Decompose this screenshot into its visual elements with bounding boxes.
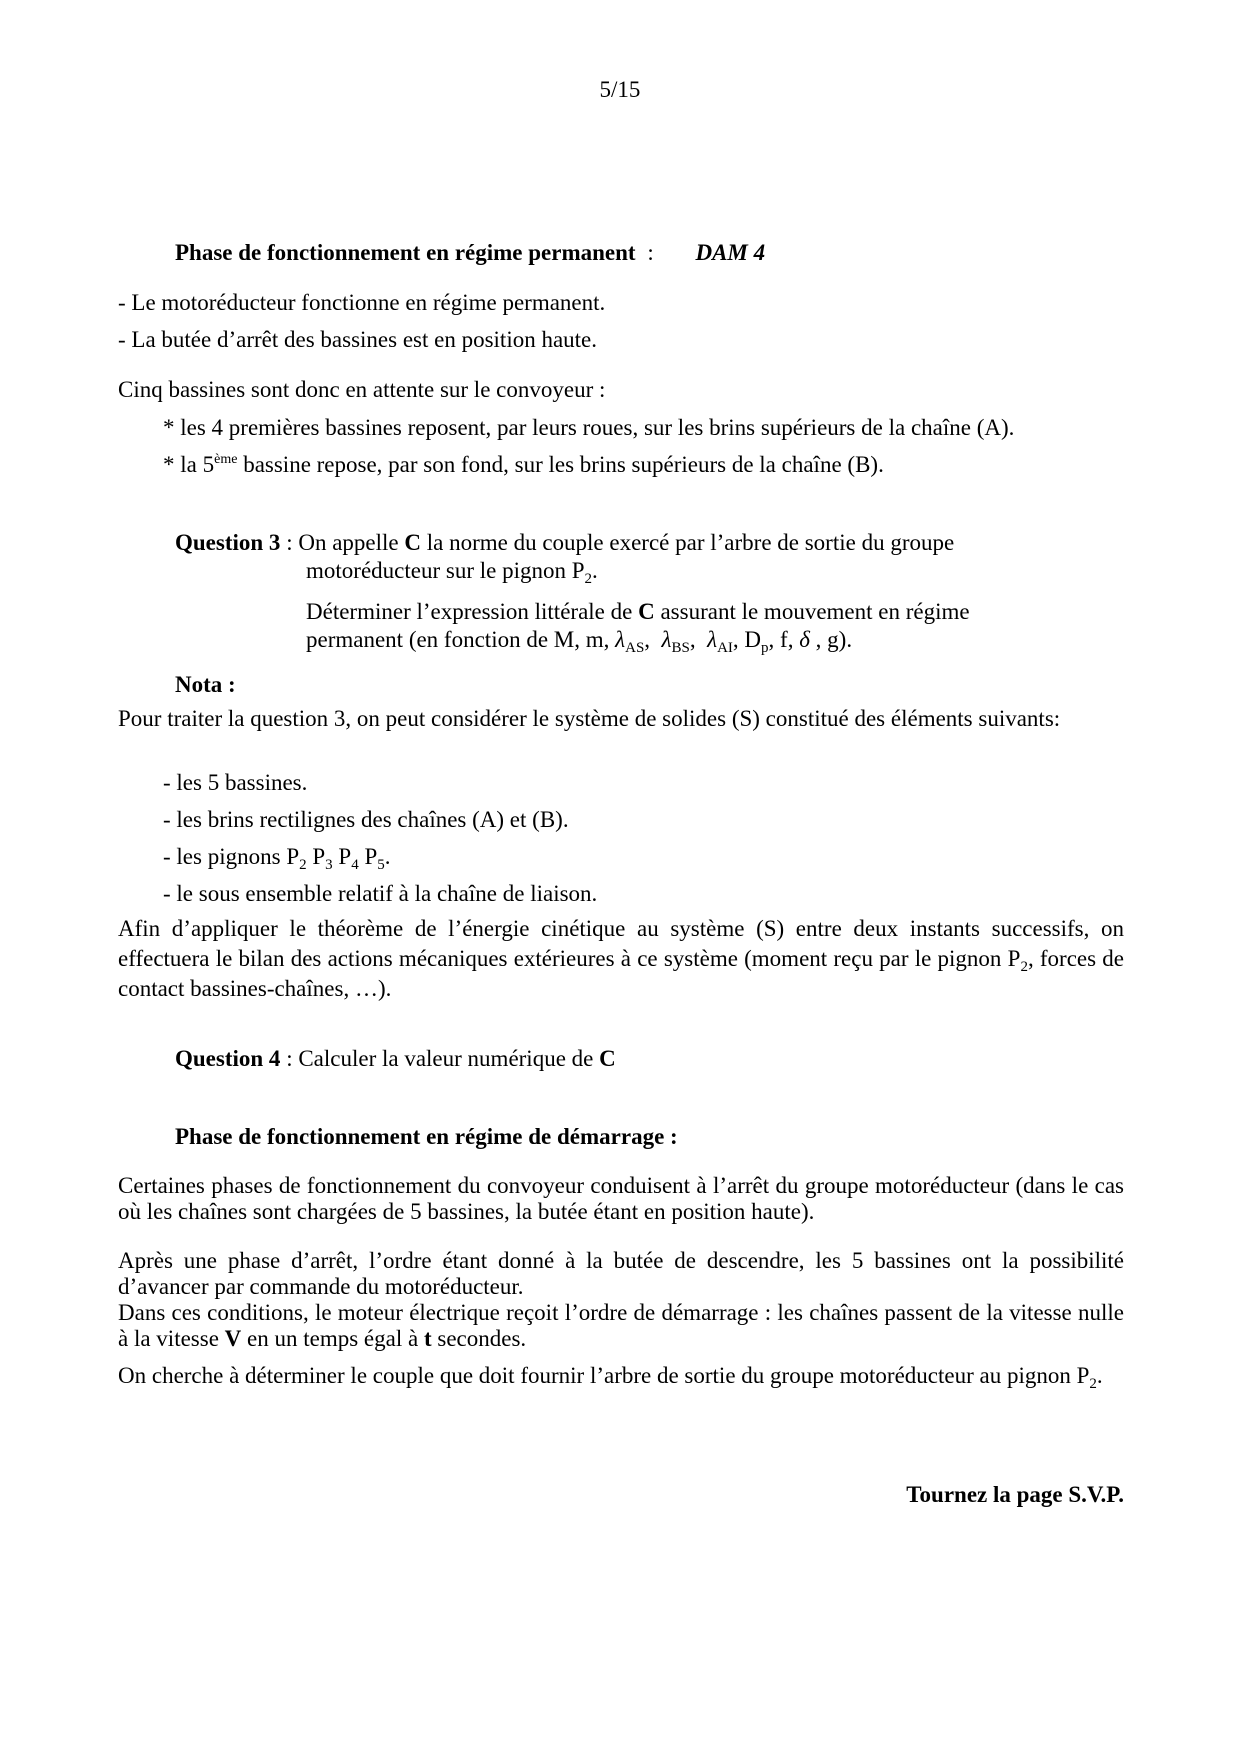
para3-b: en un temps égal à: [241, 1326, 424, 1351]
heading-colon: :: [647, 240, 654, 265]
delta: δ: [799, 627, 810, 652]
sub-bs: BS: [671, 640, 690, 656]
question-4-label: Question 4: [175, 1046, 281, 1071]
q3-line3-a: Déterminer l’expression littérale de: [306, 599, 639, 624]
nota-list-3: [163, 842, 391, 871]
nota-paragraph-2: [118, 914, 1124, 1004]
dp: D: [744, 627, 762, 652]
q3-line2-end: .: [592, 558, 598, 583]
item-2: [163, 450, 884, 479]
sub-5: 5: [377, 857, 385, 873]
nota-list-1: - les 5 bassines.: [163, 770, 308, 795]
sub-ai: AI: [717, 640, 733, 656]
para3-t: t: [423, 1326, 432, 1351]
sub-2: 2: [299, 857, 307, 873]
item-2-sup: ème: [214, 452, 238, 467]
q3-line4-a: permanent (en fonction de M, m,: [306, 627, 616, 652]
para2-text: Afin d’appliquer le théorème de l’énergie cinétique au système (S) entre deux instants successifs, on effectuera le bilan des actions mécaniques extérieures à ce système (moment reçu par le pignon P: [118, 916, 1124, 971]
question-3-line-3: [306, 597, 970, 626]
item-2-post: bassine repose, par son fond, sur les brins supérieurs de la chaîne (B).: [237, 452, 884, 477]
nota-list-4: - le sous ensemble relatif à la chaîne de liaison.: [163, 881, 598, 906]
demarrage-para-3: [118, 1300, 1124, 1352]
nota-paragraph: Pour traiter la question 3, on peut considérer le système de solides (S) constitué des éléments suivants:: [118, 706, 1061, 731]
question-3-line-4: [306, 625, 852, 654]
sub-4: 4: [351, 857, 359, 873]
comma-1: ,: [644, 627, 662, 652]
p2: P: [286, 844, 300, 869]
lambda-bs: λ: [661, 627, 672, 652]
bullet-1: - Le motoréducteur fonctionne en régime permanent.: [118, 290, 606, 315]
bullet-2: - La butée d’arrêt des bassines est en position haute.: [118, 327, 598, 352]
p4: P: [338, 844, 352, 869]
demarrage-para-4: [118, 1362, 1124, 1390]
lambda-ai: λ: [707, 627, 718, 652]
dp-sub: p: [761, 640, 769, 656]
para3-v: V: [224, 1326, 242, 1351]
q3-line2-text: motoréducteur sur le pignon P: [306, 558, 585, 583]
para4-sub: 2: [1089, 1376, 1097, 1392]
page-number: 5/15: [599, 77, 641, 102]
question-3-line-1: [175, 528, 954, 557]
question-3-sep: :: [280, 530, 299, 555]
sub-3: 3: [325, 857, 333, 873]
demarrage-para-1: Certaines phases de fonctionnement du convoyeur conduisent à l’arrêt du groupe motoréducteur (dans le cas où les chaînes sont chargées de 5 bassines, la butée étant en position haute).: [118, 1173, 1124, 1224]
comma-2: ,: [689, 627, 708, 652]
question-4: [175, 1044, 616, 1073]
dam-reference: DAM 4: [695, 240, 766, 265]
para4-a: On cherche à déterminer le couple que doit fournir l’arbre de sortie du groupe motoréducteur au pignon P: [118, 1363, 1090, 1388]
p3: P: [312, 844, 326, 869]
sub-as: AS: [625, 640, 645, 656]
para3-a: Dans ces conditions, le moteur électrique reçoit l’ordre de démarrage : les chaînes passent de la vitesse nulle à la vitesse: [118, 1300, 1124, 1351]
question-3-line-2: [306, 556, 598, 585]
footer-turn-page: Tournez la page S.V.P.: [906, 1482, 1124, 1507]
q3-line2-sub: 2: [584, 571, 593, 587]
q3-line4-end: , g).: [809, 627, 853, 652]
nota-label: Nota :: [175, 672, 236, 697]
item-1: * les 4 premières bassines reposent, par leurs roues, sur les brins supérieurs de la chaîne (A).: [163, 415, 1015, 440]
pignons-pre: - les pignons: [163, 844, 287, 869]
q3-symbol-c: C: [404, 530, 421, 555]
p5: P: [364, 844, 378, 869]
section-heading-demarrage: Phase de fonctionnement en régime de démarrage :: [175, 1124, 678, 1149]
intro-line: Cinq bassines sont donc en attente sur le convoyeur :: [118, 377, 606, 402]
question-3-label: Question 3: [175, 530, 281, 555]
question-4-text: : Calculer la valeur numérique de: [280, 1046, 600, 1071]
para2-end: , forces de contact bassines-chaînes, …).: [118, 946, 1124, 1001]
comma-3: ,: [732, 627, 745, 652]
q3-text-c: la norme du couple exercé par l’arbre de sortie du groupe: [420, 530, 955, 555]
q3-line3-rest: assurant le mouvement en régime: [654, 599, 970, 624]
item-2-pre: * la 5: [163, 452, 215, 477]
para2-sub: 2: [1020, 959, 1028, 975]
q3-text-a: On appelle: [298, 530, 405, 555]
section-heading-permanent: [175, 238, 875, 267]
nota-list-2: - les brins rectilignes des chaînes (A) et (B).: [163, 807, 569, 832]
pignons-post: .: [384, 844, 391, 869]
heading-text: Phase de fonctionnement en régime permanent: [175, 240, 636, 265]
q3-line3-c: C: [638, 599, 655, 624]
demarrage-para-2: Après une phase d’arrêt, l’ordre étant donné à la butée de descendre, les 5 bassines ont la possibilité d’avancer par commande du motoréducteur.: [118, 1248, 1124, 1299]
comma-4: , f,: [768, 627, 800, 652]
para4-b: .: [1096, 1363, 1103, 1388]
para3-c: secondes.: [431, 1326, 527, 1351]
lambda-as: λ: [615, 627, 626, 652]
question-4-symbol: C: [599, 1046, 616, 1071]
